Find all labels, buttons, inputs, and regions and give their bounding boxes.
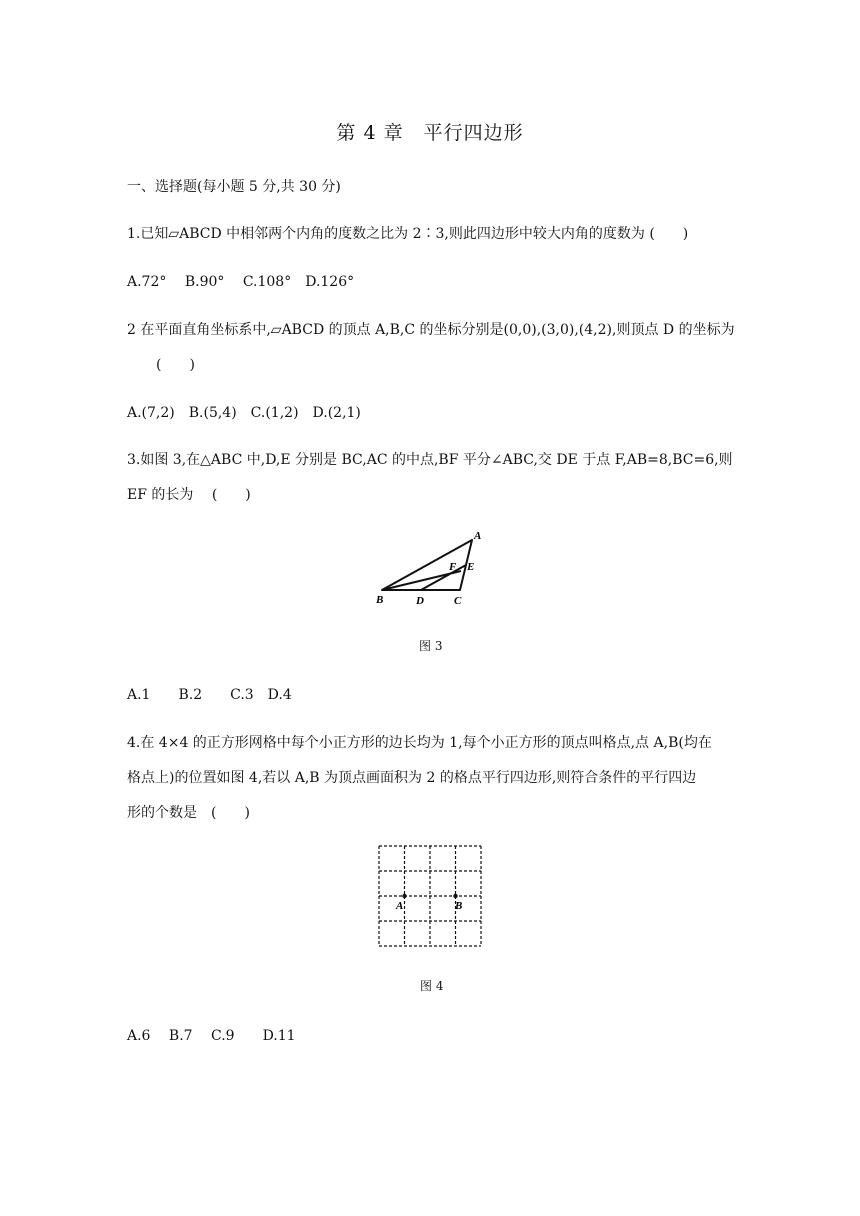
point-b [453, 894, 457, 898]
page-title: 第 4 章 平行四边形 [336, 122, 524, 144]
label-c: C [454, 595, 462, 607]
question-3-text-line1: 3.如图 3,在△ABC 中,D,E 分别是 BC,AC 的中点,BF 平分∠ABC,交 DE 于点 F,AB=8,BC=6,则 [127, 452, 733, 468]
label-b: B [376, 594, 384, 606]
question-4-options: A.6 B.7 C.9 D.11 [127, 1028, 296, 1044]
label-e: E [467, 561, 475, 573]
question-3-text-line2: EF 的长为 ( ) [127, 487, 251, 503]
question-2-options: A.(7,2) B.(5,4) C.(1,2) D.(2,1) [127, 405, 361, 421]
triangle-abc [382, 540, 475, 590]
question-4-text-line1: 4.在 4×4 的正方形网格中每个小正方形的边长均为 1,每个小正方形的顶点叫格点,点 A,B(均在 [127, 735, 712, 751]
question-2-text-line2: ( ) [156, 357, 195, 373]
figure-3-caption: 图 3 [419, 639, 443, 653]
figure-4-caption: 图 4 [420, 979, 444, 993]
label-d: D [416, 595, 424, 607]
triangle-figure [370, 525, 490, 610]
label-a: A [396, 900, 404, 912]
question-4-text-line3: 形的个数是 ( ) [127, 805, 250, 821]
segment-de [421, 565, 466, 590]
section-heading: 一、选择题(每小题 5 分,共 30 分) [127, 179, 341, 195]
label-f: F [449, 561, 457, 573]
label-a: A [474, 530, 482, 542]
label-b: B [455, 900, 463, 912]
question-2-text-line1: 2 在平面直角坐标系中,▱ABCD 的顶点 A,B,C 的坐标分别是(0,0),(3,0),(4,2),则顶点 D 的坐标为 [127, 322, 735, 338]
question-1-text: 1.已知▱ABCD 中相邻两个内角的度数之比为 2∶3,则此四边形中较大内角的度数为 ( ) [127, 226, 689, 242]
question-4-text-line2: 格点上)的位置如图 4,若以 A,B 为顶点画面积为 2 的格点平行四边形,则符合条件的平行四边 [127, 770, 697, 786]
question-3-options: A.1 B.2 C.3 D.4 [127, 687, 292, 703]
question-1-options: A.72° B.90° C.108° D.126° [127, 274, 355, 290]
point-a [402, 894, 406, 898]
grid-figure [374, 842, 486, 952]
